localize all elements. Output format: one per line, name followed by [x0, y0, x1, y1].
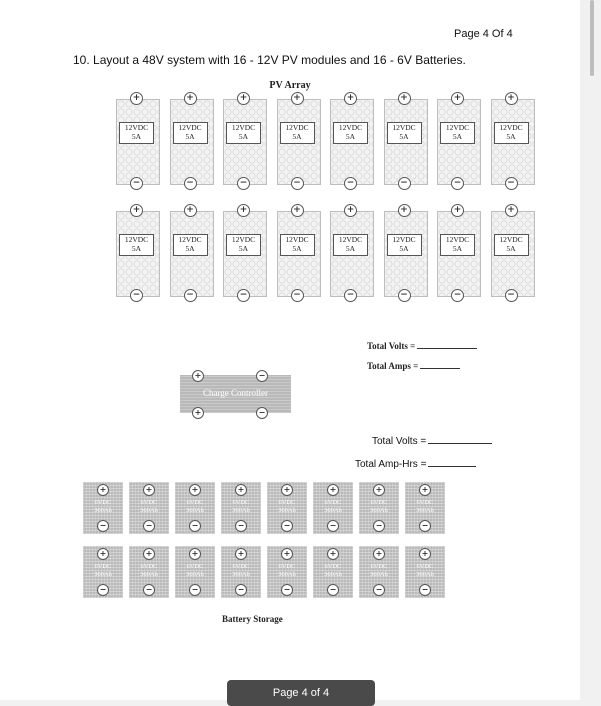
- plus-terminal-icon: +: [451, 204, 464, 217]
- pv-module-voltage: 12VDC: [338, 123, 363, 132]
- battery: [129, 482, 169, 534]
- pv-module: [382, 92, 428, 190]
- pv-module-current: 5A: [506, 244, 516, 253]
- battery: [221, 482, 261, 534]
- battery: [359, 482, 399, 534]
- plus-terminal-icon: +: [189, 548, 201, 560]
- pv-module: [489, 204, 535, 302]
- plus-terminal-icon: +: [373, 548, 385, 560]
- battery: [359, 546, 399, 598]
- plus-terminal-icon: +: [143, 484, 155, 496]
- battery-capacity: 360Ah: [370, 507, 388, 514]
- battery-label: [83, 499, 123, 515]
- pv-module-voltage: 12VDC: [231, 123, 256, 132]
- pv-module-voltage: 12VDC: [445, 235, 470, 244]
- plus-terminal-icon: +: [281, 548, 293, 560]
- minus-terminal-icon: −: [373, 520, 385, 532]
- battery-label: [313, 563, 353, 579]
- pv-module-current: 5A: [292, 132, 302, 141]
- battery-voltage: 6VDC: [324, 563, 342, 570]
- battery-label: [405, 563, 445, 579]
- pv-module-current: 5A: [185, 132, 195, 141]
- battery-label: [221, 499, 261, 515]
- minus-terminal-icon: −: [143, 520, 155, 532]
- plus-terminal-icon: +: [97, 548, 109, 560]
- plus-terminal-icon: +: [184, 92, 197, 105]
- battery-total-volts-blank[interactable]: [428, 443, 492, 444]
- plus-terminal-icon: +: [237, 204, 250, 217]
- charge-controller-plus-terminal-icon: +: [192, 370, 204, 382]
- pv-module: [328, 204, 374, 302]
- pv-module-label: [226, 122, 261, 144]
- pv-total-volts-blank[interactable]: [417, 348, 477, 349]
- minus-terminal-icon: −: [344, 177, 357, 190]
- battery: [129, 546, 169, 598]
- battery-voltage: 6VDC: [232, 499, 250, 506]
- battery-voltage: 6VDC: [140, 499, 158, 506]
- battery-capacity: 360Ah: [416, 571, 434, 578]
- pv-module-label: [173, 122, 208, 144]
- charge-controller-plus-output-icon: +: [192, 407, 204, 419]
- plus-terminal-icon: +: [235, 548, 247, 560]
- minus-terminal-icon: −: [419, 584, 431, 596]
- plus-terminal-icon: +: [281, 484, 293, 496]
- pv-module-label: [333, 122, 368, 144]
- battery-voltage: 6VDC: [324, 499, 342, 506]
- pv-module-current: 5A: [506, 132, 516, 141]
- pv-module-label: [440, 122, 475, 144]
- plus-terminal-icon: +: [398, 92, 411, 105]
- pv-total-amps-blank[interactable]: [420, 368, 460, 369]
- pv-module-label: [173, 234, 208, 256]
- battery-capacity: 360Ah: [94, 507, 112, 514]
- minus-terminal-icon: −: [505, 177, 518, 190]
- battery-label: [267, 499, 307, 515]
- battery-storage-title: Battery Storage: [222, 614, 283, 624]
- battery: [267, 546, 307, 598]
- battery: [175, 482, 215, 534]
- page-number: Page 4 Of 4: [454, 28, 513, 40]
- pv-module-label: [440, 234, 475, 256]
- pv-module-current: 5A: [131, 244, 142, 253]
- battery-capacity: 360Ah: [140, 507, 158, 514]
- pv-module-label: [119, 122, 154, 144]
- battery-label: [129, 499, 169, 515]
- plus-terminal-icon: +: [344, 92, 357, 105]
- pv-module-voltage: 12VDC: [392, 235, 416, 244]
- battery-label: [313, 499, 353, 515]
- pv-module: [489, 92, 535, 190]
- battery-capacity: 360Ah: [278, 571, 296, 578]
- minus-terminal-icon: −: [97, 520, 109, 532]
- scrollbar[interactable]: [590, 0, 594, 76]
- minus-terminal-icon: −: [189, 520, 201, 532]
- battery-capacity: 360Ah: [186, 507, 204, 514]
- pv-module-voltage: 12VDC: [124, 123, 149, 132]
- pv-total-volts-label: Total Volts =: [367, 341, 416, 351]
- battery-capacity: 360Ah: [324, 571, 342, 578]
- plus-terminal-icon: +: [451, 92, 464, 105]
- battery-voltage: 6VDC: [416, 563, 434, 570]
- pv-module-voltage: 12VDC: [445, 123, 470, 132]
- battery: [405, 546, 445, 598]
- minus-terminal-icon: −: [327, 584, 339, 596]
- minus-terminal-icon: −: [344, 289, 357, 302]
- battery-label: [83, 563, 123, 579]
- pv-module-voltage: 12VDC: [124, 235, 149, 244]
- question-text: 10. Layout a 48V system with 16 - 12V PV modules and 16 - 6V Batteries.: [73, 53, 466, 67]
- plus-terminal-icon: +: [419, 484, 431, 496]
- minus-terminal-icon: −: [281, 584, 293, 596]
- battery-label: [129, 563, 169, 579]
- pv-module: [275, 204, 321, 302]
- battery-voltage: 6VDC: [416, 499, 434, 506]
- minus-terminal-icon: −: [291, 289, 304, 302]
- battery-label: [221, 563, 261, 579]
- battery-capacity: 360Ah: [94, 571, 112, 578]
- charge-controller-minus-output-icon: −: [256, 407, 268, 419]
- battery-total-amp-hrs: [355, 459, 476, 470]
- plus-terminal-icon: +: [235, 484, 247, 496]
- pv-module: [168, 92, 214, 190]
- battery-total-volts: [372, 436, 492, 447]
- minus-terminal-icon: −: [451, 177, 464, 190]
- pv-module: [435, 92, 481, 190]
- plus-terminal-icon: +: [291, 204, 304, 217]
- charge-controller-minus-terminal-icon: −: [256, 370, 268, 382]
- plus-terminal-icon: +: [344, 204, 357, 217]
- battery-voltage: 6VDC: [186, 563, 204, 570]
- plus-terminal-icon: +: [237, 92, 250, 105]
- battery: [405, 482, 445, 534]
- pv-module: [168, 204, 214, 302]
- pv-module: [114, 204, 160, 302]
- battery-voltage: 6VDC: [278, 499, 296, 506]
- pv-module-current: 5A: [452, 244, 463, 253]
- pv-total-volts: [367, 341, 477, 351]
- plus-terminal-icon: +: [327, 484, 339, 496]
- minus-terminal-icon: −: [419, 520, 431, 532]
- pv-module-voltage: 12VDC: [338, 235, 363, 244]
- pv-module-label: [387, 234, 422, 256]
- battery: [221, 546, 261, 598]
- minus-terminal-icon: −: [189, 584, 201, 596]
- plus-terminal-icon: +: [184, 204, 197, 217]
- pv-module-voltage: 12VDC: [178, 123, 202, 132]
- pv-module-label: [226, 234, 261, 256]
- pv-module-current: 5A: [345, 244, 356, 253]
- battery-voltage: 6VDC: [94, 563, 112, 570]
- pv-module: [114, 92, 160, 190]
- plus-terminal-icon: +: [505, 204, 518, 217]
- battery-capacity: 360Ah: [278, 507, 296, 514]
- pv-module-voltage: 12VDC: [499, 123, 523, 132]
- pv-module-current: 5A: [452, 132, 463, 141]
- minus-terminal-icon: −: [97, 584, 109, 596]
- pv-module-current: 5A: [399, 244, 409, 253]
- battery: [83, 546, 123, 598]
- minus-terminal-icon: −: [184, 177, 197, 190]
- pv-module-label: [333, 234, 368, 256]
- pv-module-voltage: 12VDC: [392, 123, 416, 132]
- battery-voltage: 6VDC: [140, 563, 158, 570]
- pv-module-current: 5A: [185, 244, 195, 253]
- minus-terminal-icon: −: [291, 177, 304, 190]
- minus-terminal-icon: −: [398, 289, 411, 302]
- minus-terminal-icon: −: [281, 520, 293, 532]
- battery: [313, 482, 353, 534]
- pv-module-label: [387, 122, 422, 144]
- minus-terminal-icon: −: [398, 177, 411, 190]
- plus-terminal-icon: +: [398, 204, 411, 217]
- pv-array-title: PV Array: [269, 80, 311, 91]
- minus-terminal-icon: −: [451, 289, 464, 302]
- battery-capacity: 360Ah: [232, 507, 250, 514]
- pv-module-current: 5A: [345, 132, 356, 141]
- plus-terminal-icon: +: [419, 548, 431, 560]
- minus-terminal-icon: −: [143, 584, 155, 596]
- pv-module-voltage: 12VDC: [285, 123, 309, 132]
- battery-voltage: 6VDC: [94, 499, 112, 506]
- page-indicator-button[interactable]: Page 4 of 4: [227, 680, 375, 706]
- pv-module-current: 5A: [131, 132, 142, 141]
- pv-module-voltage: 12VDC: [285, 235, 309, 244]
- pv-module-label: [280, 122, 315, 144]
- plus-terminal-icon: +: [130, 204, 143, 217]
- battery-total-amp-hrs-label: Total Amp-Hrs =: [355, 459, 427, 470]
- battery: [175, 546, 215, 598]
- minus-terminal-icon: −: [130, 289, 143, 302]
- battery-label: [405, 499, 445, 515]
- minus-terminal-icon: −: [235, 584, 247, 596]
- battery-total-amp-hrs-blank[interactable]: [428, 466, 476, 467]
- battery-voltage: 6VDC: [278, 563, 296, 570]
- pv-module-voltage: 12VDC: [231, 235, 256, 244]
- battery: [267, 482, 307, 534]
- pv-total-amps-label: Total Amps =: [367, 361, 419, 371]
- battery-label: [267, 563, 307, 579]
- charge-controller: [180, 371, 291, 417]
- pv-module-current: 5A: [292, 244, 302, 253]
- plus-terminal-icon: +: [97, 484, 109, 496]
- pv-module: [275, 92, 321, 190]
- battery-total-volts-label: Total Volts =: [372, 436, 427, 447]
- minus-terminal-icon: −: [373, 584, 385, 596]
- charge-controller-label: Charge Controller: [202, 388, 269, 398]
- plus-terminal-icon: +: [291, 92, 304, 105]
- pv-module: [221, 92, 267, 190]
- pv-module: [435, 204, 481, 302]
- pv-module-label: [119, 234, 154, 256]
- minus-terminal-icon: −: [130, 177, 143, 190]
- pv-module-current: 5A: [238, 244, 249, 253]
- battery-voltage: 6VDC: [370, 499, 388, 506]
- plus-terminal-icon: +: [505, 92, 518, 105]
- pv-module-label: [280, 234, 315, 256]
- pv-module-label: [494, 234, 529, 256]
- minus-terminal-icon: −: [505, 289, 518, 302]
- plus-terminal-icon: +: [130, 92, 143, 105]
- battery-voltage: 6VDC: [232, 563, 250, 570]
- battery-capacity: 360Ah: [324, 507, 342, 514]
- battery-label: [359, 563, 399, 579]
- pv-module-voltage: 12VDC: [178, 235, 202, 244]
- pv-module-current: 5A: [399, 132, 409, 141]
- battery: [83, 482, 123, 534]
- battery-voltage: 6VDC: [186, 499, 204, 506]
- pv-module: [328, 92, 374, 190]
- battery-capacity: 360Ah: [140, 571, 158, 578]
- battery-capacity: 360Ah: [416, 507, 434, 514]
- pv-module-label: [494, 122, 529, 144]
- pv-total-amps: [367, 361, 460, 371]
- minus-terminal-icon: −: [235, 520, 247, 532]
- plus-terminal-icon: +: [143, 548, 155, 560]
- minus-terminal-icon: −: [184, 289, 197, 302]
- pv-module-voltage: 12VDC: [499, 235, 523, 244]
- plus-terminal-icon: +: [327, 548, 339, 560]
- pv-module-current: 5A: [238, 132, 249, 141]
- battery-label: [175, 499, 215, 515]
- battery-label: [175, 563, 215, 579]
- battery-capacity: 360Ah: [232, 571, 250, 578]
- pv-module: [221, 204, 267, 302]
- minus-terminal-icon: −: [237, 289, 250, 302]
- battery-voltage: 6VDC: [370, 563, 388, 570]
- battery-label: [359, 499, 399, 515]
- battery: [313, 546, 353, 598]
- battery-capacity: 360Ah: [186, 571, 204, 578]
- plus-terminal-icon: +: [189, 484, 201, 496]
- pv-module: [382, 204, 428, 302]
- battery-capacity: 360Ah: [370, 571, 388, 578]
- plus-terminal-icon: +: [373, 484, 385, 496]
- minus-terminal-icon: −: [237, 177, 250, 190]
- minus-terminal-icon: −: [327, 520, 339, 532]
